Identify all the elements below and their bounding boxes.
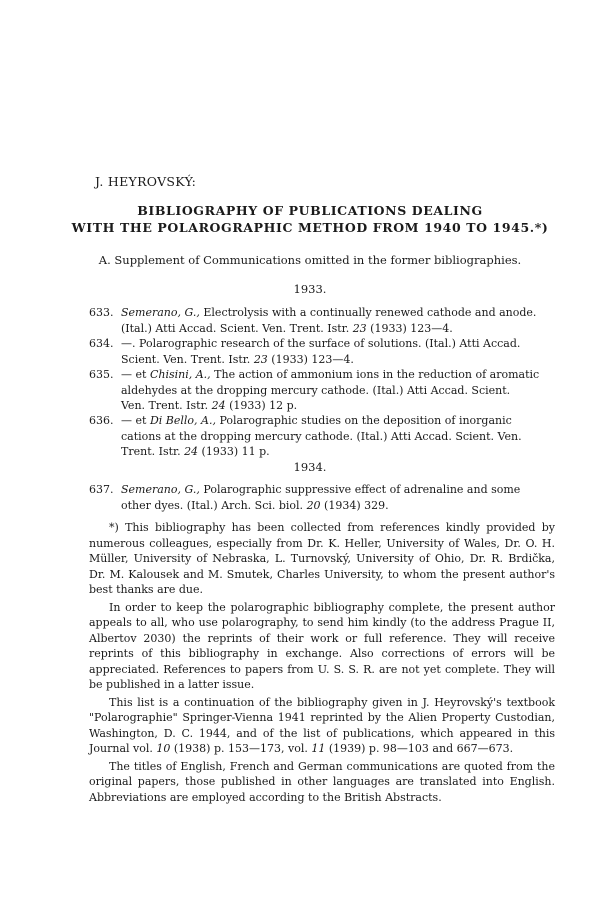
entry-volume: 24 xyxy=(211,399,226,412)
entry-author: Semerano, G., xyxy=(121,483,200,496)
section-intro: A. Supplement of Communications omitted in the former bibliographies. xyxy=(98,253,522,267)
entry-volume: 23 xyxy=(253,352,268,366)
footnote-block xyxy=(89,520,555,807)
bibliography-entry: 636. — et Di Bello, A., Polarographic studies on the deposition of inorganic cations at the dropping mercury cathode. (Ital.) Atti Accad. Scient. Ven. Trent. Istr. 24 (1933) 11 p. xyxy=(89,413,555,460)
title-line-2: WITH THE POLAROGRAPHIC METHOD FROM 1940 TO 1945.*) xyxy=(71,220,549,235)
year-heading-1933: 1933. xyxy=(293,282,327,296)
bibliography-entry xyxy=(89,305,555,336)
bibliography-entry xyxy=(89,336,555,367)
entry-continuation: cations at the dropping mercury cathode. (Ital.) Atti Accad. Scient. Ven. xyxy=(121,429,522,443)
footnote-paragraph: This list is a continuation of the bibliography given in J. Heyrovský's textbook "Polarographie" Springer-Vienna 1941 reprinted by the Alien Property Custodian, Washington, D. C. 1944, and of the list of publications, which appeared in this Journal vol. 10 (1938) p. 153—173, vol. 11 (1939) p. 98—103 and 667—673. xyxy=(89,695,555,755)
entry-continuation: Trent. Istr. 24 (1933) 11 p. xyxy=(121,445,270,458)
entry-text: Polarographic studies on the deposition of inorganic xyxy=(215,414,512,427)
entry-author: Semerano, G., xyxy=(121,306,200,319)
footnote-paragraph: The titles of English, French and German communications are quoted from the original papers, those published in other languages are translated into English. Abbreviations are employed according to the British Abstracts. xyxy=(89,759,555,804)
entry-number: 635. xyxy=(89,368,114,381)
entry-text: Polarographic suppressive effect of adrenaline and some xyxy=(199,483,521,496)
entry-text: Electrolysis with a continually renewed cathode and anode. xyxy=(199,306,537,319)
entry-continuation: Scient. Ven. Trent. Istr. 23 (1933) 123—4. xyxy=(121,352,354,366)
year-heading-1934: 1934. xyxy=(293,460,327,474)
bibliography-entry: 635. — et Chisini, A., The action of ammonium ions in the reduction of aromatic aldehydes at the dropping mercury cathode. (Ital.) Atti Accad. Scient. Ven. Trent. Istr. 24 (1933) 12 p. xyxy=(89,367,555,414)
entry-number: 634. xyxy=(89,337,114,350)
author-heading: J. HEYROVSKÝ: xyxy=(95,174,197,189)
entry-text: —. Polarographic research of the surface of solutions. (Ital.) Atti Accad. xyxy=(121,337,521,350)
footnote-paragraph: In order to keep the polarographic bibliography complete, the present author appeals to all, who use polarography, to send him kindly (to the address Prague II, Albertov 2030) the reprints of their work or full reference. They will receive reprints of this bibliography in exchange. Also corrections of errors will be appreciated. References to papers from U. S. S. R. are not yet complete. They will be published in a latter issue. xyxy=(89,600,555,691)
entry-text: The action of ammonium ions in the reduction of aromatic xyxy=(210,368,540,381)
entry-number: 636. xyxy=(89,414,114,427)
entry-number: 633. xyxy=(89,306,114,319)
entry-continuation: other dyes. (Ital.) Arch. Sci. biol. 20 (1934) 329. xyxy=(121,498,389,512)
title-line-1: BIBLIOGRAPHY OF PUBLICATIONS DEALING xyxy=(137,203,483,218)
entry-continuation: aldehydes at the dropping mercury cathode. (Ital.) Atti Accad. Scient. xyxy=(121,383,511,397)
entry-author: Chisini, A., xyxy=(149,368,211,381)
entry-author: Di Bello, A., xyxy=(149,414,216,427)
bibliography-entry xyxy=(89,482,555,513)
entry-number: 637. xyxy=(89,483,114,496)
footnote-paragraph: *) This bibliography has been collected from references kindly provided by numerous colleagues, especially from Dr. K. Heller, University of Wales, Dr. O. H. Müller, University of Nebraska, L. Turnovský, University of Ohio, Dr. R. Brdička, Dr. M. Kalousek and M. Smutek, Charles University, to whom the present author's best thanks are due. xyxy=(89,521,555,596)
entry-volume: 24 xyxy=(184,445,199,458)
entry-continuation: (Ital.) Atti Accad. Scient. Ven. Trent. Istr. 23 (1933) 123—4. xyxy=(121,321,453,335)
entry-volume: 20 xyxy=(306,498,321,512)
entry-volume: 23 xyxy=(352,321,367,335)
entry-continuation: Ven. Trent. Istr. 24 (1933) 12 p. xyxy=(121,399,298,412)
